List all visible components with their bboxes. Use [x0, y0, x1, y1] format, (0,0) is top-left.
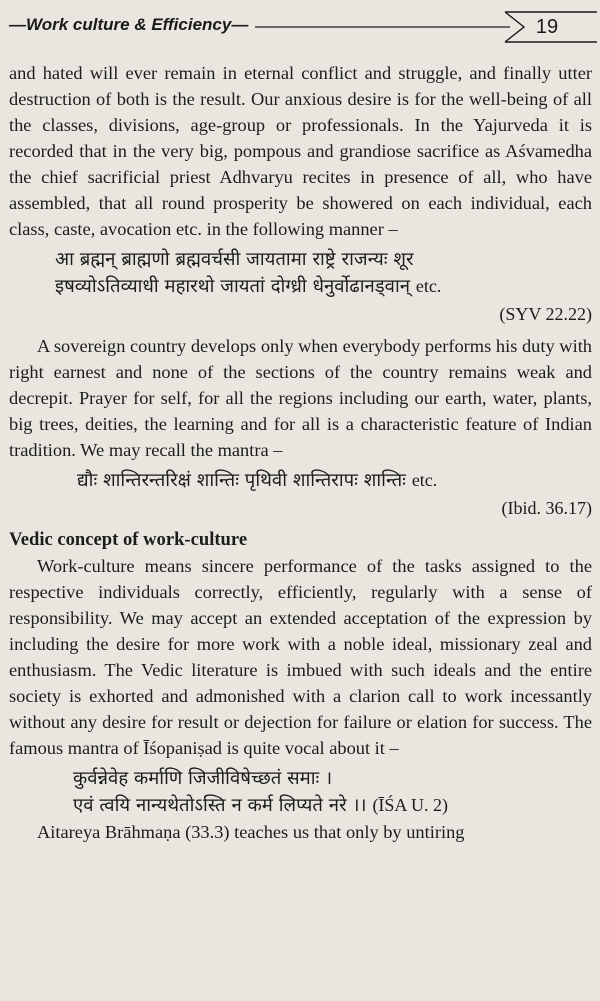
verse-3-line-1: कुर्वन्नेवेह कर्माणि जिजीविषेच्छतं समाः ।: [73, 768, 333, 789]
paragraph-2: A sovereign country develops only when everybody performs his duty with right earnest and none of the sections of the country remains weak and decrepit. Prayer for self, for all the regions including our earth, water, plants, big trees, deities, the learning and for all is a characteristic feature of Indian tradition. We may recall the mantra –: [9, 336, 592, 460]
verse-1-line-1: आ ब्रह्मन् ब्राह्मणो ब्रह्मवर्चसी जायतामा राष्ट्रे राजन्यः शूर: [55, 249, 414, 270]
verse-yajurveda: [9, 246, 592, 300]
paragraph-1: and hated will ever remain in eternal conflict and struggle, and finally utter destruction of both is the result. Our anxious desire is for the well-being of all the classes, divisions, age-group or professionals. In the Yajurveda it is recorded that in the very big, pompous and grandiose sacrifice as Aśvamedha the chief sacrificial priest Adhvaryu recites in presence of all, who have assembled, that all round prosperity be showered on each individual, each class, caste, avocation etc. in the following manner –: [9, 63, 592, 239]
verse-2-line-1: द्यौः शान्तिरन्तरिक्षं शान्तिः पृथिवी शान्तिरापः शान्तिः: [77, 470, 406, 491]
verse-1-reference: (SYV 22.22): [499, 304, 592, 324]
verse-2-reference: (Ibid. 36.17): [501, 498, 592, 518]
running-title: —Work culture & Efficiency—: [9, 15, 249, 34]
page-number: 19: [535, 16, 559, 38]
verse-1-line-2: इषव्योऽतिव्याधी महारथो जायतां दोग्ध्री धेनुर्वोढानड्वान्: [55, 276, 411, 297]
verse-3-line-2: एवं त्वयि नान्यथेतोऽस्ति न कर्म लिप्यते नरे ।।: [73, 795, 367, 816]
verse-2-etc: etc.: [411, 470, 438, 490]
verse-isopanishad: [9, 765, 592, 819]
paragraph-4: Aitareya Brāhmaṇa (33.3) teaches us that only by untiring: [37, 822, 465, 842]
verse-1-etc: etc.: [415, 276, 442, 296]
running-header: [0, 0, 600, 50]
section-heading: Vedic concept of work-culture: [9, 529, 248, 550]
paragraph-3: Work-culture means sincere performance of the tasks assigned to the respective individuals correctly, efficiently, regularly with a sense of responsibility. We may accept an extended acceptation of the expression by including the desire for more work with a noble ideal, missionary zeal and enthusiasm. The Vedic literature is imbued with such ideals and the entire society is exhorted and admonished with a clarion call to work incessantly without any desire for result or dejection for failure or elation for success. The famous mantra of Īśopaniṣad is quite vocal about it –: [9, 556, 592, 758]
body-text: [9, 60, 592, 845]
verse-3-reference: (ĪŚA U. 2): [372, 795, 448, 815]
verse-shanti: [9, 467, 592, 494]
